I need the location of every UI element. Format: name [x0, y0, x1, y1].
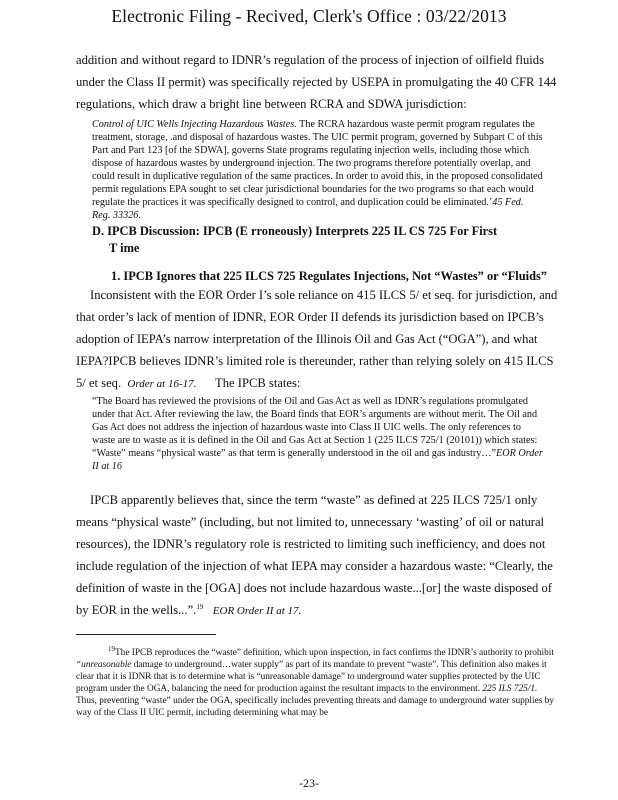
- footnote-citation: 225 ILS 725/1.: [482, 684, 538, 694]
- block-quote-uic: [92, 118, 544, 222]
- paragraph-text: IPCB apparently believes that, since the term “waste” as defined at 225 ILCS 725/1 only means “physical waste” (including, but not limited to, unnecessary ‘wasting’ of oil or natural resources), the IDNR’s regulatory role is restricted to limiting such inefficiency, and does not include regulation of the injection of what IEPA may consider a hazardous waste: “Clearly, the definition of waste in the [OGA] does not include hazardous waste...[or] the waste disposed of by EOR in the wells...”.: [76, 493, 553, 617]
- paragraph-rcra-sdwa: [76, 49, 558, 115]
- footnote-divider: [76, 634, 216, 635]
- inline-citation: Order at 16-17.: [127, 378, 197, 390]
- section-heading-line: D. IPCB Discussion: IPCB (E rroneously) Interprets 225 IL CS 725 For First: [92, 224, 498, 238]
- footnote-marker: 19: [108, 644, 115, 653]
- footnote-19: [76, 644, 560, 719]
- paragraph-text: The IPCB states:: [215, 376, 301, 390]
- paragraph-text: addition and without regard to IDNR’s regulation of the process of injection of oilfield fluids under the Class II permit) was specifically rejected by USEPA in promulgating the 40 CFR 144 regulations, which draw a bright line between RCRA and SDWA jurisdiction:: [76, 53, 557, 111]
- subsection-heading-1: 1. IPCB Ignores that 225 ILCS 725 Regulates Injections, Not “Wastes” or “Fluids”: [111, 269, 547, 283]
- quote-citation: EOR Order II at 16: [92, 448, 543, 472]
- footnote-italic: “unreasonable: [76, 660, 132, 670]
- footnote-text: damage to underground…water supply” as part of its mandate to prevent “waste”. This definition also makes it clear that it is IDNR that is to determine what is “unreasonable damage” to underground water supplies protected by the UIC program under the OGA, balancing the need for production against the resultant impacts to the environment.: [76, 660, 547, 694]
- quote-italic-lead: Control of UIC Wells Injecting Hazardous Wastes.: [92, 119, 297, 130]
- section-heading-line: T ime: [109, 241, 140, 255]
- paragraph-text: Inconsistent with the EOR Order I’s sole reliance on 415 ILCS 5/ et seq. for jurisdiction, and that order’s lack of mention of IDNR, EOR Order II defends its jurisdiction based on IPCB’s adoption of IEPA’s narrow interpretation of the Illinois Oil and Gas Act (“OGA”), and what IEPA?IPCB believes IDNR’s limited role is thereunder, rather than relying solely on 415 ILCS 5/ et seq.: [76, 288, 558, 390]
- block-quote-board: [92, 395, 544, 473]
- quote-body: “The Board has reviewed the provisions of the Oil and Gas Act as well as IDNR’s regulations promulgated under that Act. After reviewing the law, the Board finds that EOR’s arguments are without merit. The Oil and Gas Act does not address the injection of hazardous waste into Class II UIC wells. The only references to waste are to waste as it is defined in the Oil and Gas Act at Section 1 (225 ILCS 725/1 (20101)) which states: “Waste” means “physical waste” as that term is generally understood in the oil and gas industry…”: [92, 396, 538, 459]
- quote-citation: 45 Fed. Reg. 33326.: [92, 197, 524, 221]
- footnote-reference[interactable]: 19: [196, 602, 204, 611]
- filing-header: Electronic Filing - Recived, Clerk's Office : 03/22/2013: [111, 6, 507, 26]
- paragraph-ipcb-waste: [76, 489, 558, 622]
- quote-body: The RCRA hazardous waste permit program regulates the treatment, storage, .and disposal of hazardous wastes. The UIC permit program, governed by Subpart C of this Part and Part 123 [of the SDWA], governs State programs regulating injection wells, including those which dispose of hazardous wastes by underground injection. The two programs therefore potentially overlap, and could result in duplicative regulation of the same practices. In order to avoid this, in the proposed consolidated permit regulations EPA sought to set clear jurisdictional boundaries for the two programs so that each would regulate the practices it was specifically designed to control, and duplication could be eliminated.’: [92, 119, 543, 208]
- paragraph-eor-order: [76, 284, 558, 395]
- footnote-text: The IPCB reproduces the “waste” definition, which upon inspection, in fact confirms the IDNR’s authority to prohibit: [115, 648, 554, 658]
- section-heading-d: [92, 223, 497, 257]
- page-number: -23-: [299, 776, 319, 790]
- inline-citation: EOR Order II at 17.: [212, 605, 302, 617]
- footnote-text: Thus, preventing “waste” under the OGA, specifically includes preventing threats and damage to underground water supplies by way of the Class II UIC permit, including determining what may be: [76, 696, 554, 718]
